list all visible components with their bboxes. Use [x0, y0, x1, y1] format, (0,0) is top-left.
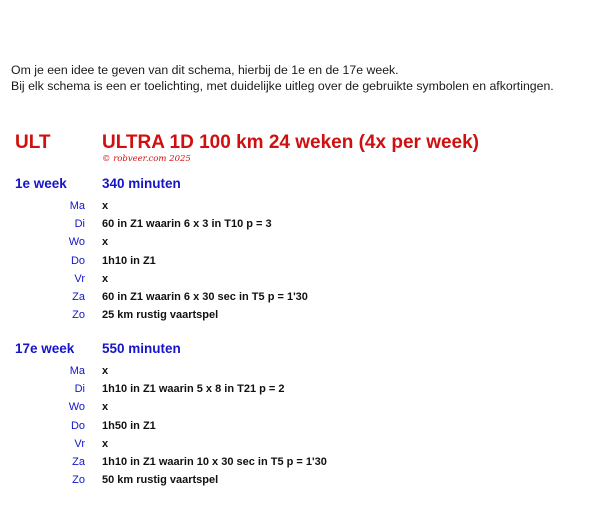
day-training: x — [102, 365, 109, 377]
schedule-row — [0, 288, 600, 306]
schedule-row — [0, 270, 600, 288]
schedule-row — [0, 306, 600, 324]
day-training: 1h10 in Z1 — [102, 254, 156, 267]
day-label: Ma — [69, 200, 85, 212]
day-label: Wo — [68, 401, 85, 414]
intro-line-2: Bij elk schema is een er toelichting, met duidelijke uitleg over de gebruikte symbolen en afkortingen. — [11, 79, 554, 93]
day-label: Zo — [72, 309, 85, 322]
day-label: Do — [70, 419, 85, 432]
day-training: 50 km rustig vaartspel — [102, 474, 219, 487]
week-17-schedule — [0, 362, 600, 489]
schedule-row — [0, 453, 600, 471]
schedule-row — [0, 197, 600, 215]
day-training: x — [102, 200, 109, 212]
day-training: 1h10 in Z1 waarin 5 x 8 in T21 p = 2 — [102, 383, 285, 396]
day-training: x — [102, 272, 109, 285]
day-label: Di — [74, 383, 85, 396]
week-17-label: 17e week — [15, 341, 75, 356]
day-training: 60 in Z1 waarin 6 x 3 in T10 p = 3 — [102, 218, 272, 231]
schedule-row — [0, 398, 600, 416]
intro-text — [11, 62, 554, 94]
schedule-row — [0, 417, 600, 435]
schedule-row — [0, 252, 600, 270]
day-label: Za — [72, 290, 85, 303]
day-label: Wo — [68, 236, 85, 249]
schedule-row — [0, 471, 600, 489]
schedule-row — [0, 233, 600, 251]
day-training: x — [102, 437, 109, 450]
day-training: x — [102, 401, 109, 414]
day-label: Do — [70, 254, 85, 267]
day-training: x — [102, 236, 109, 249]
schema-title: ULTRA 1D 100 km 24 weken (4x per week) — [102, 132, 479, 153]
day-label: Zo — [72, 474, 85, 487]
schema-code: ULT — [15, 132, 51, 153]
day-label: Vr — [74, 437, 85, 450]
day-training: 1h50 in Z1 — [102, 419, 156, 432]
schedule-row — [0, 380, 600, 398]
day-training: 1h10 in Z1 waarin 10 x 30 sec in T5 p = 1'30 — [102, 455, 327, 468]
day-label: Vr — [74, 272, 85, 285]
intro-line-1: Om je een idee te geven van dit schema, hierbij de 1e en de 17e week. — [11, 63, 399, 77]
day-training: 25 km rustig vaartspel — [102, 309, 219, 322]
day-label: Za — [72, 455, 85, 468]
week-1-schedule — [0, 197, 600, 324]
day-label: Di — [74, 218, 85, 231]
schedule-row — [0, 362, 600, 380]
week-17-minutes: 550 minuten — [102, 341, 181, 356]
schedule-row — [0, 215, 600, 233]
schedule-row — [0, 435, 600, 453]
day-label: Ma — [69, 365, 85, 377]
copyright-notice: © robveer.com 2025 — [102, 154, 191, 164]
week-1-minutes: 340 minuten — [102, 176, 181, 191]
week-1-label: 1e week — [15, 176, 67, 191]
day-training: 60 in Z1 waarin 6 x 30 sec in T5 p = 1'30 — [102, 290, 308, 303]
